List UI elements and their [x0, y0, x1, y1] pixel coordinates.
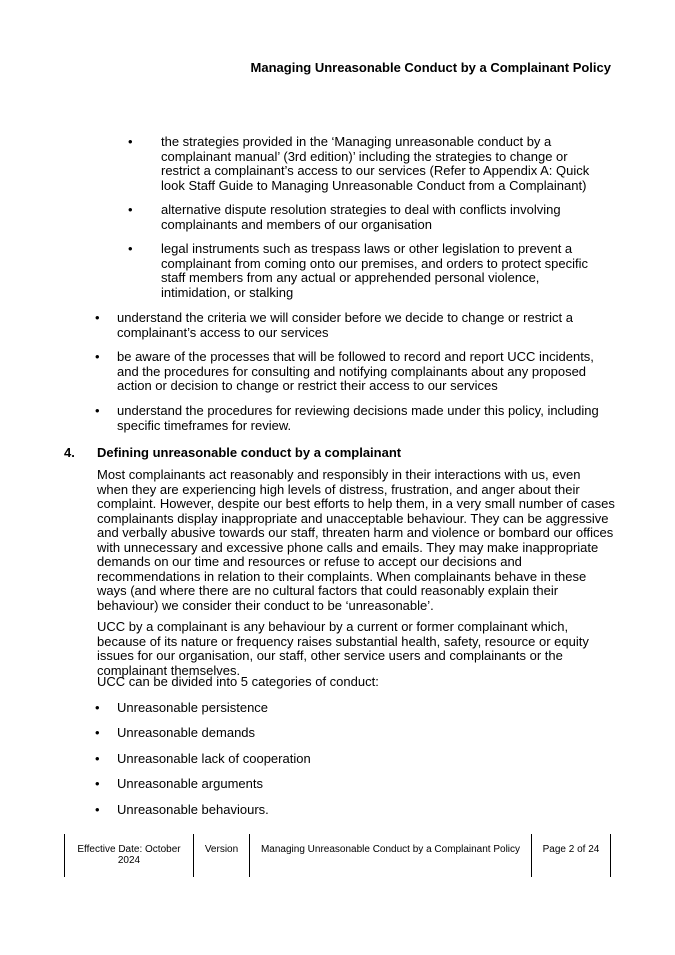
bullet-icon: • [128, 202, 133, 217]
bullet-item: • understand the criteria we will consider before we decide to change or restrict a complainant’s access to our services [95, 310, 573, 340]
bullet-icon: • [95, 349, 100, 364]
paragraph: Most complainants act reasonably and responsibly in their interactions with us, even when they are experiencing high levels of distress, frustration, and anger about their complaint. However, despite our best efforts to help them, in a very small number of cases complainants display inappropriate and unacceptable behaviour. They can be aggressive and verbally abusive towards our staff, threaten harm and violence or bombard our offices with unnecessary and excessive phone calls and emails. They may make inappropriate demands on our time and resources or refuse to accept our decisions and recommendations in relation to their complaints. When complainants behave in these ways (and where there are no cultural factors that could reasonably explain their behaviour) we consider their conduct to be ‘unreasonable’. [97, 467, 615, 613]
category-item: • Unreasonable behaviours. [95, 802, 269, 817]
category-item: • Unreasonable persistence [95, 700, 269, 715]
bullet-icon: • [95, 700, 100, 715]
paragraph: UCC by a complainant is any behaviour by a current or former complainant which, because of its nature or frequency raises substantial health, safety, resource or equity issues for our organisation, our staff, other service users and complainants or the complainant themselves. [97, 619, 589, 678]
bullet-icon: • [95, 802, 100, 817]
bullet-icon: • [95, 776, 100, 791]
category-item: • Unreasonable arguments [95, 776, 263, 791]
bullet-item: • understand the procedures for reviewing decisions made under this policy, including specific timeframes for review. [95, 403, 599, 433]
sub-bullet-item: • alternative dispute resolution strategies to deal with conflicts involving complainants and members of our organisation [128, 202, 561, 232]
bullet-icon: • [95, 403, 100, 418]
footer-page-number: Page 2 of 24 [531, 834, 611, 877]
sub-bullet-item: • legal instruments such as trespass laws or other legislation to prevent a complainant from coming onto our premises, and orders to protect specific staff members from any actual or apprehended personal violence, intimidation, or stalking [128, 241, 589, 300]
bullet-icon: • [95, 310, 100, 325]
section-number: 4. [64, 445, 75, 460]
section-title: Defining unreasonable conduct by a complainant [97, 445, 402, 460]
sub-bullet-item: • the strategies provided in the ‘Managing unreasonable conduct by a complainant manual’ (3rd edition)’ including the strategies to change or restrict a complainant’s access to our services (Refer to Appendix A: Quick look Staff Guide to Managing Unreasonable Conduct from a Complainant) [128, 134, 590, 193]
bullet-icon: • [95, 725, 100, 740]
footer-document-title: Managing Unreasonable Conduct by a Complainant Policy [249, 834, 531, 877]
bullet-icon: • [95, 751, 100, 766]
paragraph: UCC can be divided into 5 categories of conduct: [97, 674, 379, 689]
bullet-icon: • [128, 134, 133, 149]
category-item: • Unreasonable demands [95, 725, 256, 740]
bullet-item: • be aware of the processes that will be followed to record and report UCC incidents, and the procedures for consulting and notifying complainants about any proposed action or decision to change or restrict their access to our services [95, 349, 594, 393]
footer-effective-date: Effective Date: October 2024 [64, 834, 193, 877]
footer-version: Version [193, 834, 249, 877]
page-header-title: Managing Unreasonable Conduct by a Complainant Policy [250, 60, 611, 75]
section-heading [64, 445, 401, 460]
bullet-icon: • [128, 241, 133, 256]
category-item: • Unreasonable lack of cooperation [95, 751, 311, 766]
page-footer [64, 834, 611, 877]
